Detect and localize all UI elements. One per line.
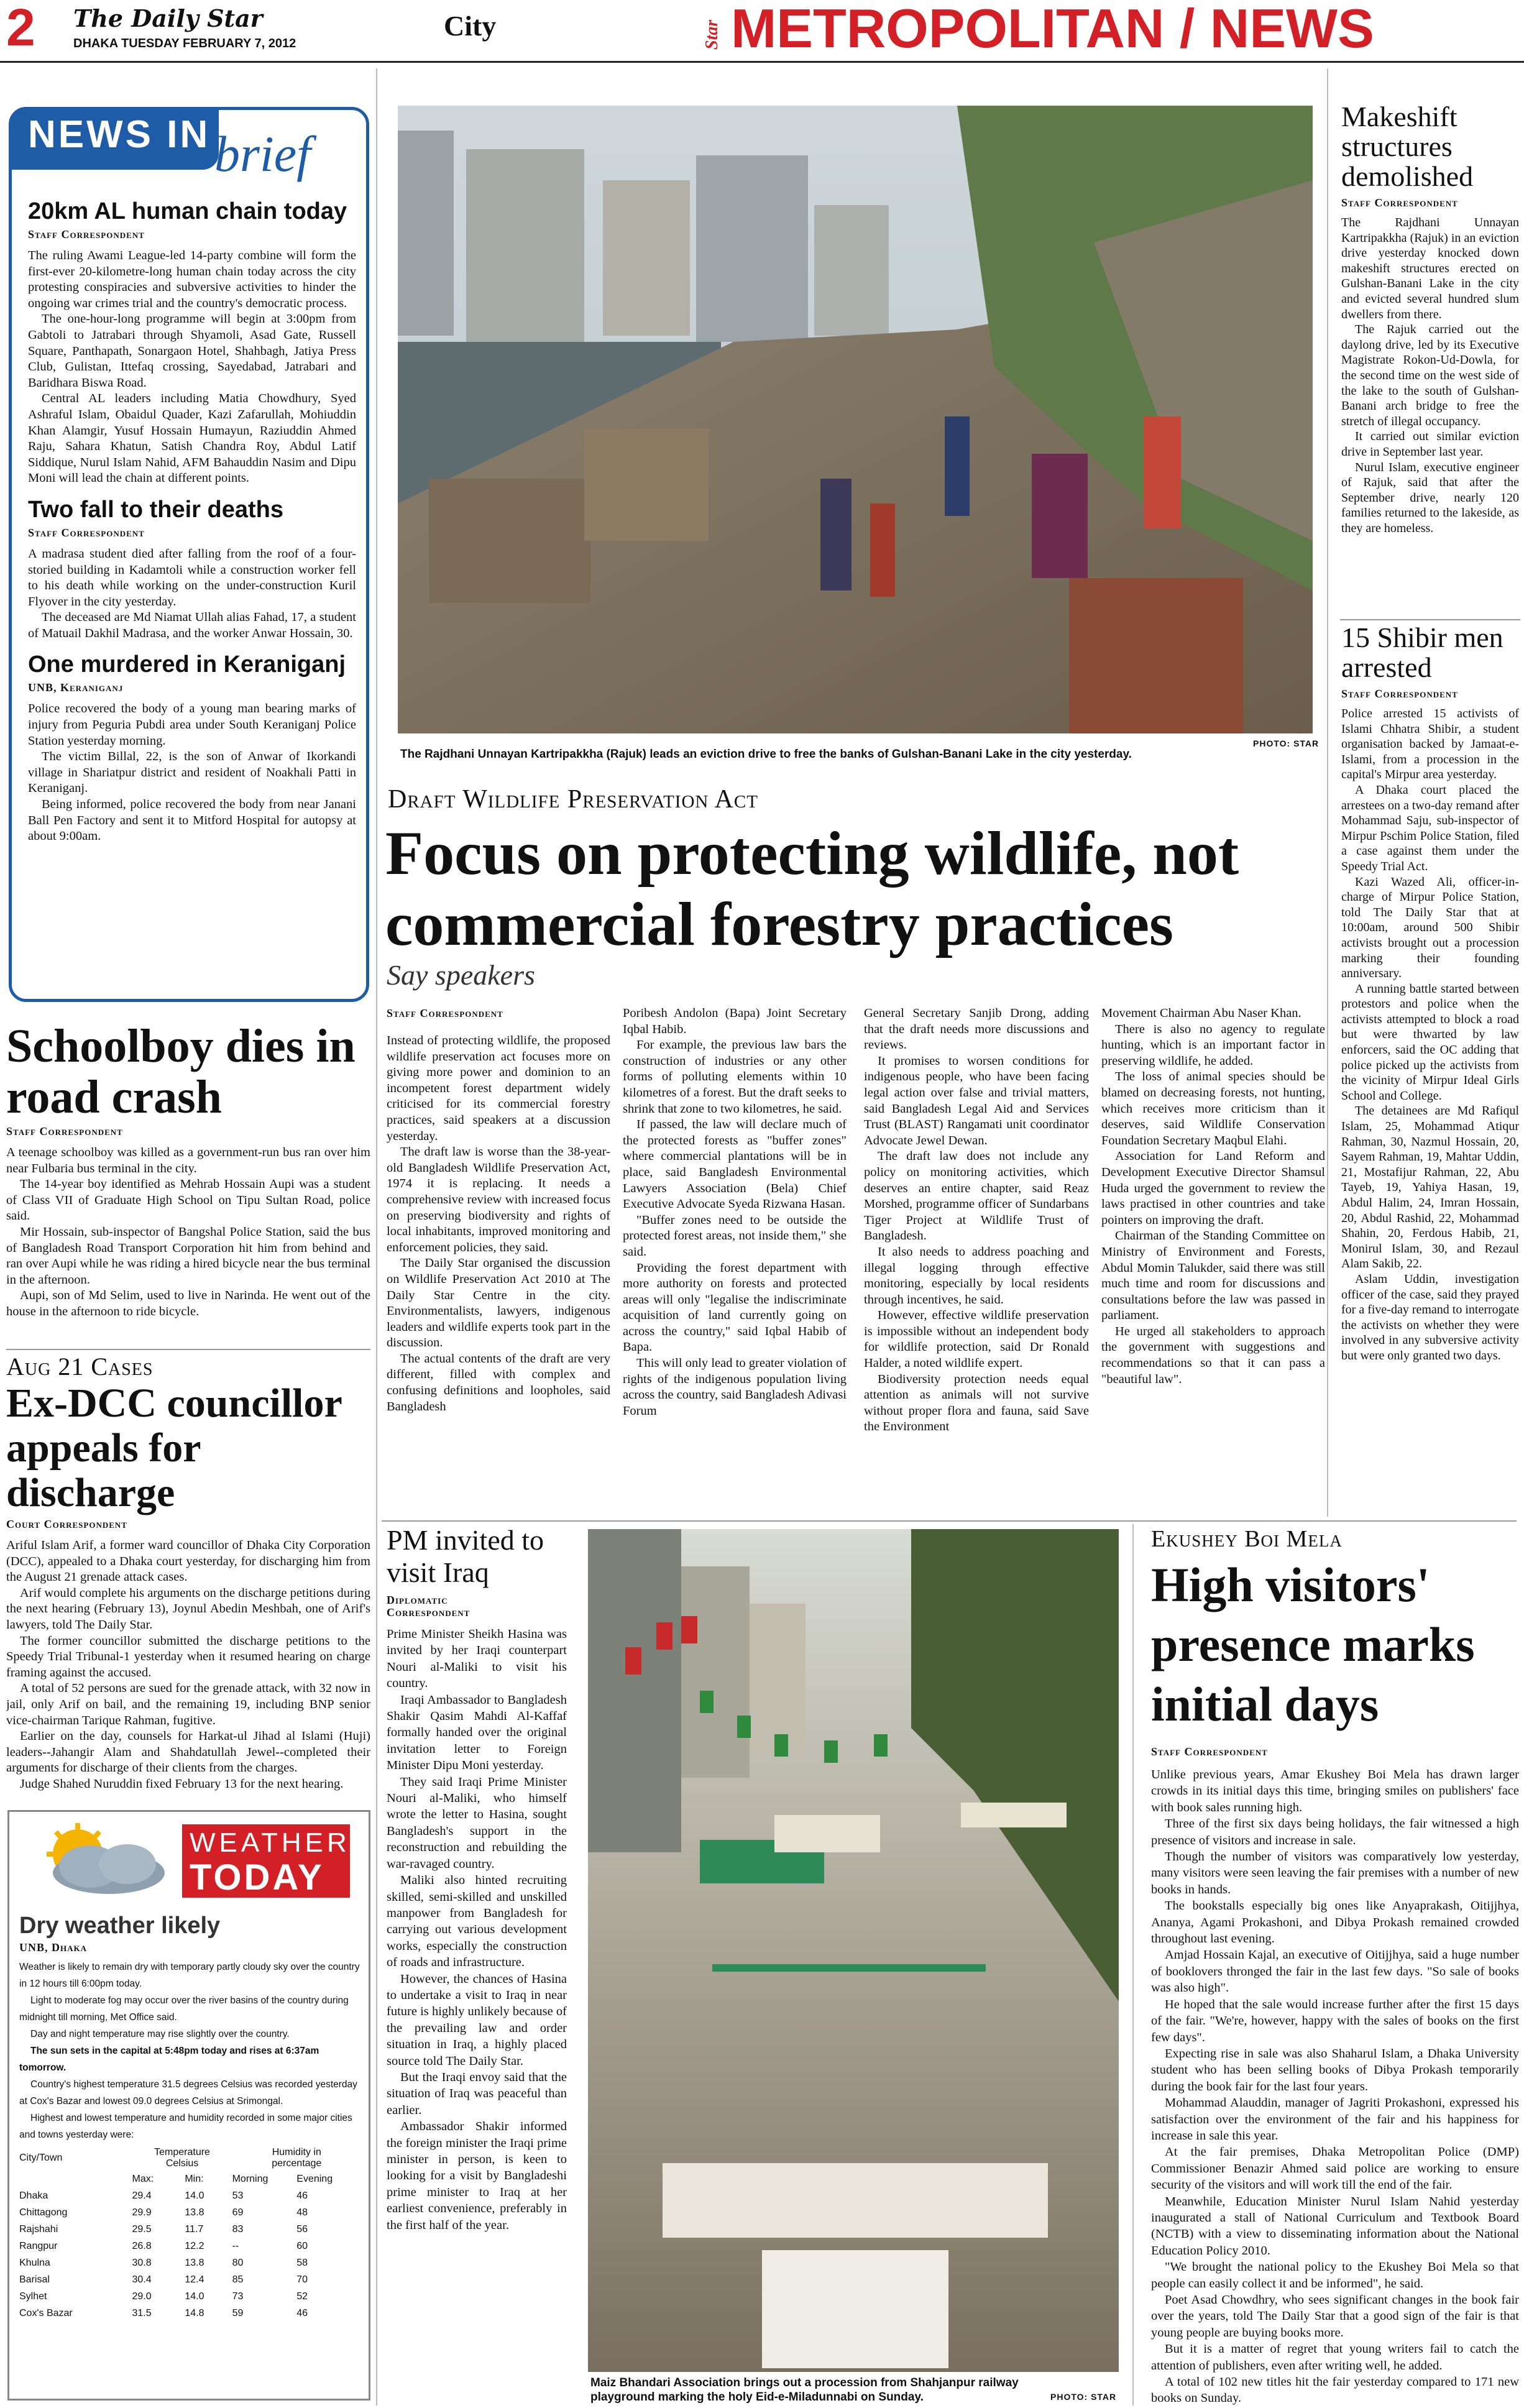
th-pct-label: percentage <box>272 2158 322 2169</box>
paragraph: Arif would complete his arguments on the discharge petitions during the next hearing (February 13), Joynul Abedin Meshbah, one of Arif's lawyers, told The Daily Star. <box>6 1586 370 1632</box>
paragraph: The bookstalls especially big ones like Anyaprakash, Oitijjhya, Ananya, Agami Prokashoni, and Dibya Prokash remained crowded throughout last evening. <box>1151 1899 1519 1946</box>
paragraph: Mir Hossain, sub-inspector of Bangshal Police Station, said the bus of Bangladesh Road Transport Corporation hit him from behind and ran over Aupi while he was riding a hired bicycle near the bus terminal in the afternoon. <box>6 1225 370 1287</box>
paragraph: Highest and lowest temperature and humidity recorded in some major cities and towns yesterday were: <box>19 2113 352 2140</box>
th-temp-label: Temperature <box>154 2147 210 2158</box>
paragraph: He hoped that the sale would increase further after the first 15 days of the fair. "We're, however, happy with the sales of books on the first few days". <box>1151 1997 1519 2044</box>
paragraph: Being informed, police recovered the body from near Janani Ball Pen Factory and sent it to Mitford Hospital for autopsy at about 9:00am. <box>28 797 356 843</box>
makeshift-body <box>1341 215 1519 536</box>
sun-times: The sun sets in the capital at 5:48pm today and rises at 6:37am tomorrow. <box>19 2046 319 2073</box>
wildlife-headline: Focus on protecting wildlife, not commercial forestry practices <box>385 819 1239 958</box>
paragraph: Iraqi Ambassador to Bangladesh Shakir Qasim Mahdi Al-Kaffaf formally handed over the original invitation letter to Foreign Minister Dipu Moni yesterday. <box>387 1693 567 1773</box>
weather-table <box>19 2146 361 2322</box>
paragraph: Aslam Uddin, investigation officer of the case, said they prayed for a five-day remand to interrogate the activists on whether they were involved in any subversive activity but were only granted two days. <box>1341 1272 1519 1363</box>
sun-cloud-icon <box>28 1823 172 1903</box>
column-rule-left <box>376 68 377 2406</box>
paragraph: Earlier on the day, counsels for Harkat-ul Jihad al Islami (Huji) leaders--Jahangir Alam and Shahdatullah Jewel--completed their arguments for discharge of their clients from the charges. <box>6 1729 370 1775</box>
paragraph: A running battle started between protestors and police when the activists attempted to block a road but were thwarted by law enforcers, said the OC adding that police picked up the activists from the vicinity of Mirpur Ideal Girls School and College. <box>1341 981 1519 1103</box>
paragraph: The ruling Awami League-led 14-party combine will form the first-ever 20-kilometre-long human chain today across the city protesting conspiracies and subversive activities to hinder the ongoing war crimes trial and the country's democratic process. <box>28 249 356 310</box>
paragraph: At the fair premises, Dhaka Metropolitan Police (DMP) Commissioner Benazir Ahmed said police are working to ensure security of the visitors and will work till the end of the fair. <box>1151 2145 1519 2192</box>
table-row <box>19 2187 361 2204</box>
cell-max: 29.5 <box>132 2223 152 2235</box>
brief-item-3 <box>28 650 356 844</box>
th-hum <box>232 2146 361 2171</box>
councillor-kicker: Aug 21 Cases <box>6 1353 154 1381</box>
th-morning: Morning <box>232 2173 269 2184</box>
paragraph: Chairman of the Standing Committee on Ministry of Environment and Forests, Abdul Momin Talukder, said there was still much time and room for discussions and consultations before the law was passed in parliament. <box>1101 1229 1325 1323</box>
paragraph: Aupi, son of Md Selim, used to live in Narinda. He went out of the house in the afternoon to ride bicycle. <box>6 1289 370 1318</box>
paragraph: Though the number of visitors was comparatively low yesterday, many visitors were seen leaving the fair premises with a number of new books in hands. <box>1151 1850 1519 1896</box>
paragraph: But it is a matter of regret that young writers fail to catch the attention of publishers, even after writing well, he added. <box>1151 2342 1519 2373</box>
wildlife-byline: Staff Correspondent <box>387 1007 503 1019</box>
cell-evening: 46 <box>296 2307 308 2318</box>
cell-morning: 69 <box>232 2207 244 2218</box>
paragraph: General Secretary Sanjib Drong, adding that the draft needs more discussions and reviews. <box>864 1006 1089 1052</box>
section-title: METROPOLITAN / NEWS <box>731 0 1374 59</box>
paragraph: Three of the first six days being holidays, the fair witnessed a high presence of visitors and increase in sale. <box>1151 1817 1519 1847</box>
weather-box <box>7 1810 370 2401</box>
paragraph: The detainees are Md Rafiqul Islam, 25, Mohammad Atiqur Rahman, 30, Nazmul Hossain, 20, Sayem Rahman, 19, Mahtar Uddin, 21, Mostafijur Rahman, 22, Abu Tayeb, 19, Yahiya Hasan, 19, Abdul Halim, 24, Imran Hossain, 20, Abdul Rashid, 22, Mohammad Shahin, 20, Ferdous Habib, 21, Monirul Islam, 30, and Rezaul Alam Sakib, 22. <box>1341 1104 1519 1271</box>
boi-mela-body <box>1151 1767 1519 2406</box>
cell-min: 14.0 <box>185 2190 204 2201</box>
pm-iraq-byline: Diplomatic Correspondent <box>387 1594 471 1619</box>
paragraph: It promises to worsen conditions for indigenous people, who have been facing legal action over false and trivial matters, said Bangladesh Legal Aid and Services Trust (BLAST) Rangamati unit coordinator Advocate Jewel Dewan. <box>864 1054 1089 1147</box>
paragraph: Maliki also hinted recruiting skilled, semi-skilled and unskilled manpower from Bangladesh for carrying out various development works, especially the construction of roads and infrastructure. <box>387 1873 567 1970</box>
cell-min: 12.4 <box>185 2274 204 2285</box>
eviction-photo-caption: The Rajdhani Unnayan Kartripakkha (Rajuk) leads an eviction drive to free the banks of Gulshan-Banani Lake in the city yesterday. <box>400 748 1132 761</box>
procession-photo-credit: PHOTO: STAR <box>1050 2392 1117 2402</box>
table-row <box>19 2271 361 2288</box>
boi-mela-kicker: Ekushey Boi Mela <box>1151 1526 1343 1552</box>
cell-morning: -- <box>232 2240 239 2251</box>
boi-mela-byline: Staff Correspondent <box>1151 1745 1268 1758</box>
wildlife-kicker: Draft Wildlife Preservation Act <box>388 785 758 814</box>
paragraph: However, effective wildlife preservation is impossible without an independent body for wildlife protection, said Dr Ronald Halder, a noted wildlife expert. <box>864 1308 1089 1371</box>
makeshift-article <box>1341 102 1519 618</box>
cell-morning: 83 <box>232 2223 244 2235</box>
brief-body-3 <box>28 701 356 844</box>
paragraph: If passed, the law will declare much of the protected forests as "buffer zones" where commercial plantations will be in place, said Bangladesh Environmental Lawyers Association (Bela) Chief Executive Advocate Syeda Rizwana Hasan. <box>623 1118 847 1211</box>
paragraph: Light to moderate fog may occur over the river basins of the country during midnight till morning, Met Office said. <box>19 1995 349 2023</box>
table-row <box>19 2204 361 2221</box>
table-row <box>19 2254 361 2271</box>
divider <box>1340 619 1520 620</box>
brief-body-1 <box>28 248 356 487</box>
paragraph: Kazi Wazed Ali, officer-in-charge of Mirpur Police Station, told The Daily Star that at 10:00am, around 500 Shibir activists brought out a procession marking their founding anniversary. <box>1341 875 1519 981</box>
procession-photo <box>588 1529 1119 2372</box>
dateline: DHAKA TUESDAY FEBRUARY 7, 2012 <box>73 37 296 50</box>
cell-evening: 46 <box>296 2190 308 2201</box>
table-subheader-row <box>19 2171 361 2187</box>
brief-item-1 <box>28 197 356 487</box>
paragraph: Meanwhile, Education Minister Nurul Islam Nahid yesterday inaugurated a stall of National Curriculum and Textbook Board (NCTB) with a view to disseminating information about the National Education Policy 2010. <box>1151 2194 1519 2258</box>
brief-body-2 <box>28 546 356 642</box>
shibir-body <box>1341 706 1519 1364</box>
paragraph: Providing the forest department with more authority on forests and protected areas will only "legalise the indiscriminate acquisition of land currently going on across the country," said Iqbal Habib of Bapa. <box>623 1261 847 1354</box>
paper-name: The Daily Star <box>73 4 263 32</box>
paragraph: A total of 102 new titles hit the fair yesterday compared to 171 new books on Sunday. <box>1151 2375 1519 2406</box>
paragraph: They said Iraqi Prime Minister Nouri al-Maliki, who himself wrote the letter to Hasina, sought Bangladesh's support in the reconstruction and rebuilding the war-ravaged country. <box>387 1775 567 1871</box>
paragraph: However, the chances of Hasina to undertake a visit to Iraq in near future is highly unlikely because of the prevailing law and order situation in Iraq, a highly placed source told The Daily Star. <box>387 1972 567 2068</box>
th-celsius-label: Celsius <box>165 2158 199 2169</box>
column-rule-right <box>1327 68 1328 1517</box>
schoolboy-body <box>6 1145 370 1320</box>
th-temp <box>132 2146 232 2171</box>
weather-label: WEATHER <box>190 1827 351 1858</box>
paragraph: Weather is likely to remain dry with temporary partly cloudy sky over the country in 12 hours till 6:00pm today. <box>19 1962 360 1989</box>
brief-headline-1: 20km AL human chain today <box>28 198 347 224</box>
th-evening: Evening <box>296 2173 333 2184</box>
brief-headline-2: Two fall to their deaths <box>28 496 283 523</box>
divider <box>382 1520 1517 1522</box>
pm-iraq-article <box>387 1524 567 2406</box>
weather-table-body <box>19 2187 361 2322</box>
paragraph: For example, the previous law bars the construction of industries or any other forms of polluting elements within 10 kilometres of a forest. But the draft seeks to shrink that zone to two kilometres, he said. <box>623 1038 847 1116</box>
brief-byline-2: Staff Correspondent <box>28 526 145 539</box>
councillor-body <box>6 1538 370 1793</box>
cell-morning: 85 <box>232 2274 244 2285</box>
paragraph: The actual contents of the draft are very different, filled with complex and confusing definitions and loopholes, said Bangladesh <box>387 1351 610 1413</box>
paragraph: It carried out similar eviction drive in September last year. <box>1341 430 1519 459</box>
cell-morning: 80 <box>232 2257 244 2268</box>
paragraph: A teenage schoolboy was killed as a government-run bus ran over him near Fulbaria bus terminal in the city. <box>6 1146 370 1175</box>
cell-evening: 48 <box>296 2207 308 2218</box>
eviction-photo-credit: PHOTO: STAR <box>1253 738 1320 748</box>
cell-max: 29.0 <box>132 2291 152 2302</box>
cell-evening: 52 <box>296 2291 308 2302</box>
eviction-photo-image <box>398 106 1313 733</box>
paragraph: Country's highest temperature 31.5 degrees Celsius was recorded yesterday at Cox's Bazar and lowest 09.0 degrees Celsius at Srimongal. <box>19 2079 357 2107</box>
news-in-label: NEWS IN <box>28 113 211 156</box>
paragraph: The Rajuk carried out the daylong drive, led by its Executive Magistrate Rokon-Ud-Dowla, for the second time on the west side of the lake to the south of Gulshan-Banani arch bridge to free the stretch of illegal occupancy. <box>1341 323 1519 428</box>
shibir-byline: Staff Correspondent <box>1341 687 1458 700</box>
wildlife-col-3 <box>864 1006 1089 1517</box>
paragraph: The loss of animal species should be blamed on decreasing forests, not hunting, which receives more criticism than it deserves, said Wildlife Conservation Foundation Secretary Maqbul Elahi. <box>1101 1070 1325 1147</box>
paragraph: There is also no agency to regulate hunting, which is an important factor in preserving wildlife, he added. <box>1101 1022 1325 1068</box>
paragraph: Nurul Islam, executive engineer of Rajuk, said that after the September drive, nearly 120 families returned to the lakeside, as they are homeless. <box>1341 460 1519 535</box>
procession-photo-image <box>588 1529 1119 2372</box>
column-rule-boi <box>1132 1524 1134 2406</box>
paragraph: Mohammad Alauddin, manager of Jagriti Prokashoni, expressed his satisfaction over the environment of the fair and his happiness for increase in sale this year. <box>1151 2096 1519 2143</box>
schoolboy-byline: Staff Correspondent <box>6 1125 123 1137</box>
boi-mela-headline: High visitors' presence marks initial days <box>1151 1558 1475 1731</box>
masthead <box>0 0 1524 62</box>
cell-morning: 59 <box>232 2307 244 2318</box>
paragraph: The Daily Star organised the discussion on Wildlife Preservation Act 2010 at The Daily Star Centre in the city. Environmentalists, lawyers, indigenous leaders and wildlife experts took part in the discussion. <box>387 1256 610 1350</box>
schoolboy-article <box>6 1021 370 1344</box>
cell-min: 14.0 <box>185 2291 204 2302</box>
cell-min: 14.8 <box>185 2307 204 2318</box>
paragraph: The victim Billal, 22, is the son of Anwar of Ikorkandi village in Shariatpur district and resident of Noakhali Patti in Keraniganj. <box>28 750 356 796</box>
cell-min: 11.7 <box>185 2223 204 2235</box>
cell-max: 29.9 <box>132 2207 152 2218</box>
cell-max: 30.4 <box>132 2274 152 2285</box>
councillor-headline: Ex-DCC councillor appeals for discharge <box>6 1381 342 1515</box>
paragraph: "We brought the national policy to the Ekushey Boi Mela so that people can easily collect it and be informed", he said. <box>1151 2260 1519 2291</box>
paragraph: "Buffer zones need to be outside the protected forest areas, not inside them," she said. <box>623 1213 847 1259</box>
cell-city: Khulna <box>19 2257 50 2268</box>
cell-min: 12.2 <box>185 2240 204 2251</box>
cell-city: Cox's Bazar <box>19 2307 73 2318</box>
paragraph: The draft law is worse than the 38-year-old Bangladesh Wildlife Preservation Act, 1974 it is replacing. It needs a comprehensive review with increased focus on preserving biodiversity and rights of local inhabitants, improved monitoring and enforcement policies, they said. <box>387 1145 610 1254</box>
cell-city: Sylhet <box>19 2291 47 2302</box>
paragraph: Ambassador Shakir informed the foreign minister the Iraqi prime minister in person, is keen to looking for a visit by Bangladeshi prime minister to Iraq at her earliest convenience, preferably in the first half of the year. <box>387 2120 567 2232</box>
weather-byline: UNB, Dhaka <box>19 1941 88 1954</box>
brief-item-2 <box>28 495 356 642</box>
news-in-brief-box <box>9 107 369 1002</box>
cell-min: 13.8 <box>185 2257 204 2268</box>
weather-headline: Dry weather likely <box>19 1913 221 1939</box>
masthead-rule <box>0 61 1524 63</box>
table-row <box>19 2238 361 2254</box>
cell-city: Rangpur <box>19 2240 58 2251</box>
paragraph: Central AL leaders including Matia Chowdhury, Syed Ashraful Islam, Obaidul Quader, Kazi Zafarullah, Mohiuddin Khan Alamgir, Yusuf Hossain Humayun, Raziuddin Ahmed Raju, Sahara Khatun, Satish Chandra Roy, Abdul Latif Siddique, Nurul Islam Nahid, AFM Bahauddin Nasim and Dipu Moni will lead the chain at different points. <box>28 392 356 485</box>
page-number: 2 <box>6 0 35 57</box>
cell-city: Barisal <box>19 2274 50 2285</box>
wildlife-col-4 <box>1101 1006 1325 1517</box>
paragraph: The one-hour-long programme will begin at 3:00pm from Gabtoli to Jatrabari through Shyamoli, Asad Gate, Russell Square, Panthapath, Sonargaon Hotel, Shahbagh, Jatiya Press Club, Gulistan, Ittefaq crossing, Sayedabad, Jatrabari and Baridhara Biswa Road. <box>28 312 356 390</box>
shibir-article <box>1341 623 1519 1515</box>
th-city: City/Town <box>19 2153 63 2163</box>
pm-iraq-headline: PM invited to visit Iraq <box>387 1524 544 1588</box>
cell-max: 29.4 <box>132 2190 152 2201</box>
star-logo-text: Star <box>702 19 722 50</box>
paragraph: The Rajdhani Unnayan Kartripakkha (Rajuk) in an eviction drive yesterday knocked down makeshift structures erected on Gulshan-Banani Lake in the city and evicted several hundred slum dwellers from there. <box>1341 216 1519 321</box>
paragraph: Expecting rise in sale was also Shaharul Islam, a Dhaka University student who has been selling books of Dibya Prokash temporarily during the book fair for the last four years. <box>1151 2046 1519 2093</box>
brief-headline-3: One murdered in Keraniganj <box>28 651 346 678</box>
cell-city: Rajshahi <box>19 2223 58 2235</box>
weather-body <box>19 1959 361 2143</box>
councillor-byline: Court Correspondent <box>6 1518 127 1530</box>
cell-city: Dhaka <box>19 2190 48 2201</box>
paragraph: Instead of protecting wildlife, the proposed wildlife preservation act focuses more on giving more power and dominion to an incompetent forest department widely criticised for its commercial forestry practices, said speakers at a discussion yesterday. <box>387 1034 610 1143</box>
schoolboy-headline: Schoolboy dies in road crash <box>6 1021 356 1123</box>
paragraph: Police arrested 15 activists of Islami Chhatra Shibir, a student organisation backed by Jamaat-e-Islami, from a procession in the capital's Mirpur area yesterday. <box>1341 707 1519 782</box>
paragraph: The draft law does not include any policy on monitoring activities, which deserves an entire chapter, said Reaz Morshed, programme officer of Sundarbans Tiger Project at Wildlife Trust of Bangladesh. <box>864 1149 1089 1243</box>
paragraph: Prime Minister Sheikh Hasina was invited by her Iraqi counterpart Nouri al-Maliki to visit his country. <box>387 1627 567 1691</box>
cell-morning: 53 <box>232 2190 244 2201</box>
weather-content <box>19 1911 361 2396</box>
paragraph: Judge Shahed Nuruddin fixed February 13 for the next hearing. <box>20 1776 344 1791</box>
paragraph: Police recovered the body of a young man bearing marks of injury from Peguria Pubdi area under South Keraniganj Police Station yesterday morning. <box>28 702 356 748</box>
makeshift-headline: Makeshift structures demolished <box>1341 102 1474 192</box>
eviction-photo <box>398 106 1313 733</box>
th-max: Max: <box>132 2173 154 2184</box>
wildlife-col-1 <box>387 1033 610 1515</box>
cell-max: 30.8 <box>132 2257 152 2268</box>
paragraph: A madrasa student died after falling from the roof of a four-storied building in Kadamtoli while a construction worker fell to his death while working on the under-construction Kuril Flyover in the city yesterday. <box>28 546 356 609</box>
paragraph: A total of 52 persons are sued for the grenade attack, with 32 now in jail, only Arif on bail, and the remaining 19, including BNP senior vice-chairman Tarique Rahman, fugitive. <box>6 1681 370 1727</box>
brief-label: brief <box>214 126 311 182</box>
paragraph: But the Iraqi envoy said that the situation of Iraq was peaceful than earlier. <box>387 2070 567 2117</box>
cell-evening: 60 <box>296 2240 308 2251</box>
weather-icon <box>28 1823 172 1903</box>
cell-evening: 56 <box>296 2223 308 2235</box>
councillor-article <box>6 1353 370 1800</box>
paragraph: Ariful Islam Arif, a former ward councillor of Dhaka City Corporation (DCC), appealed to a Dhaka court yesterday, for discharging him from the August 21 grenade attack cases. <box>6 1538 370 1584</box>
paragraph: The deceased are Md Niamat Ullah alias Fahad, 17, a student of Matuail Dakhil Madrasa, and the worker Anwar Hossain, 30. <box>28 610 356 640</box>
cell-evening: 70 <box>296 2274 308 2285</box>
paragraph: The 14-year boy identified as Mehrab Hossain Aupi was a student of Class VII of Graduate High School on Tipu Sultan Road, police said. <box>6 1177 370 1223</box>
today-label: TODAY <box>190 1857 324 1898</box>
wildlife-col-2 <box>623 1006 847 1517</box>
paragraph: The former councillor submitted the discharge petitions to the Speedy Trial Tribunal-1 yesterday when it resumed hearing on charge framing against the accused. <box>6 1634 370 1680</box>
brief-byline-3: UNB, Keraniganj <box>28 681 124 694</box>
cell-min: 13.8 <box>185 2207 204 2218</box>
table-row <box>19 2288 361 2305</box>
pm-iraq-body <box>387 1626 567 2233</box>
divider <box>6 1349 370 1350</box>
paragraph: Day and night temperature may rise slightly over the country. <box>30 2029 290 2039</box>
brief-byline-1: Staff Correspondent <box>28 228 145 241</box>
th-blank <box>19 2171 132 2187</box>
paragraph: A Dhaka court placed the arrestees on a two-day remand after Mohammad Saju, sub-inspector of Mirpur Pschim Police Station, filed a case against them under the Speedy Trial Act. <box>1341 783 1519 873</box>
wildlife-subhead: Say speakers <box>387 959 535 991</box>
brief-items <box>28 197 356 995</box>
paragraph: Poet Asad Chowdhry, who sees significant changes in the book fair over the years, told The Daily Star that a good sign of the fair is that young people are buying books more. <box>1151 2293 1519 2340</box>
star-logo <box>700 4 725 56</box>
cell-max: 31.5 <box>132 2307 152 2318</box>
th-min: Min: <box>185 2173 204 2184</box>
cell-morning: 73 <box>232 2291 244 2302</box>
paragraph: He urged all stakeholders to approach the government with suggestions and recommendations so that it can pass a "beautiful law". <box>1101 1324 1325 1386</box>
paragraph: Movement Chairman Abu Naser Khan. <box>1101 1006 1301 1020</box>
boi-mela-article <box>1151 1525 1519 2406</box>
paragraph: This will only lead to greater violation of rights of the indigenous population living across the country, said Bangladesh Adivasi Forum <box>623 1356 847 1418</box>
paragraph: It also needs to address poaching and illegal logging through effective monitoring, especially by local residents through incentives, he said. <box>864 1244 1089 1307</box>
table-row <box>19 2305 361 2322</box>
cell-evening: 58 <box>296 2257 308 2268</box>
table-row <box>19 2221 361 2238</box>
cell-max: 26.8 <box>132 2240 152 2251</box>
section-city: City <box>444 10 497 42</box>
makeshift-byline: Staff Correspondent <box>1341 196 1458 209</box>
paragraph: Amjad Hossain Kajal, an executive of Oitijjhya, said a huge number of booklovers thronged the fair in the last few days. "So sale of books was also high". <box>1151 1948 1519 1995</box>
paragraph: Unlike previous years, Amar Ekushey Boi Mela has drawn larger crowds in its initial days this time, bringing smiles on publishers' face with book sales running high. <box>1151 1768 1519 1814</box>
paragraph: Poribesh Andolon (Bapa) Joint Secretary Iqbal Habib. <box>623 1006 847 1036</box>
table-header-row <box>19 2146 361 2171</box>
cell-city: Chittagong <box>19 2207 68 2218</box>
procession-photo-caption: Maiz Bhandari Association brings out a procession from Shahjanpur railway playground marking the holy Eid-e-Miladunnabi on Sunday. <box>590 2376 1019 2404</box>
paragraph: Biodiversity protection needs equal attention as animals will not survive without proper flora and fauna, said Save the Environment <box>864 1372 1089 1434</box>
th-hum-label: Humidity in <box>272 2147 321 2158</box>
paragraph: Association for Land Reform and Development Executive Director Shamsul Huda urged the government to review the laws practised in other countries and take pointers on improving the draft. <box>1101 1149 1325 1227</box>
shibir-headline: 15 Shibir men arrested <box>1341 623 1503 683</box>
